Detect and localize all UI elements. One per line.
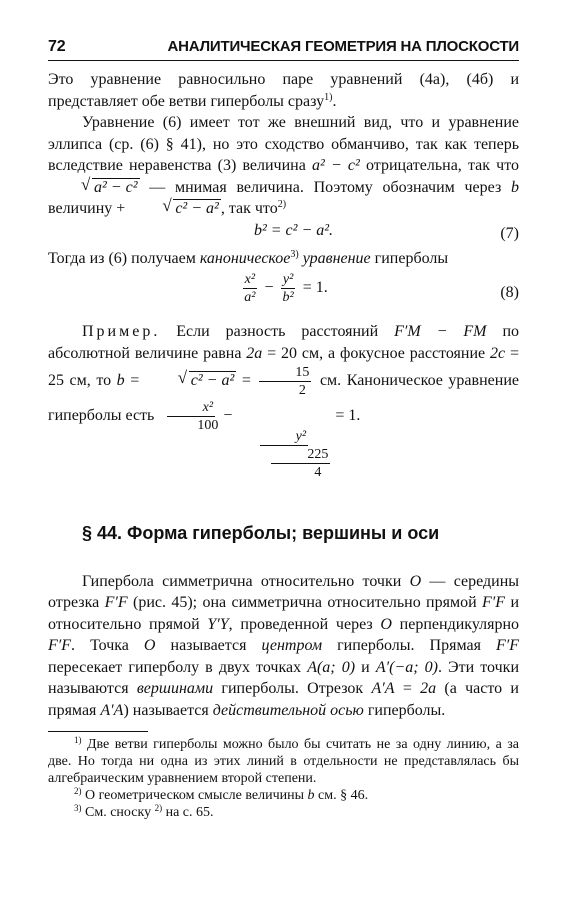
denominator: 4 bbox=[314, 465, 322, 481]
footnote-text: на с. 65. bbox=[162, 805, 214, 821]
math-expression: A(a; 0) bbox=[307, 658, 356, 676]
example-paragraph bbox=[48, 321, 519, 481]
fraction bbox=[235, 428, 332, 481]
math-variable: b bbox=[511, 178, 519, 196]
math-expression: F′F bbox=[495, 637, 519, 655]
text: Если разность расстояний bbox=[160, 323, 395, 340]
math-expression: O bbox=[380, 615, 392, 633]
footnote-text: См. сноску bbox=[81, 805, 155, 821]
paragraph-3 bbox=[48, 248, 519, 270]
nested-fraction bbox=[271, 446, 330, 481]
equation-8 bbox=[48, 271, 519, 315]
text: и относительно прямой bbox=[48, 594, 520, 633]
italic-term: каноническое bbox=[199, 249, 291, 267]
text: ) называется bbox=[123, 701, 213, 719]
radicand: a² − c² bbox=[94, 178, 138, 196]
numerator: x² bbox=[167, 399, 215, 417]
paragraph-1 bbox=[48, 69, 519, 112]
math-expression: F′F bbox=[482, 594, 506, 612]
text: = 25 см, то bbox=[48, 344, 520, 390]
numerator: y² bbox=[282, 272, 294, 287]
numerator: x² bbox=[244, 272, 256, 287]
fraction bbox=[259, 364, 311, 399]
fraction bbox=[242, 271, 257, 306]
equation-rhs: = 1. bbox=[335, 407, 361, 425]
math-expression: O bbox=[409, 572, 422, 590]
text: = 20 см, а фокусное расстояние bbox=[262, 344, 490, 362]
page-header bbox=[48, 38, 519, 61]
text: — мнимая величина. Поэтому обозначим через bbox=[139, 178, 511, 196]
example-label: Пример. bbox=[82, 323, 161, 340]
text: отрицательна, так что bbox=[359, 157, 520, 174]
fraction bbox=[161, 399, 220, 434]
text: гиперболы. Отрезок bbox=[213, 680, 372, 698]
math-expression: F′M − FM bbox=[394, 323, 487, 340]
text: Это уравнение равносильно паре уравнений (4а), (4б) и представляет обе ветви гиперболы сразу bbox=[48, 71, 519, 110]
text: по абсолютной величине равна bbox=[48, 323, 519, 362]
equation-number: (7) bbox=[500, 224, 519, 242]
sqrt-expression bbox=[129, 198, 221, 220]
denominator: b² bbox=[282, 290, 294, 305]
text: называется bbox=[155, 637, 262, 655]
numerator: 15 bbox=[259, 364, 311, 382]
text: , так что bbox=[220, 200, 278, 217]
text: Гипербола симметрична относительно точки bbox=[82, 572, 410, 590]
footnote-ref: 2) bbox=[154, 803, 163, 814]
sqrt-expression bbox=[48, 177, 140, 199]
math-expression: 2c bbox=[490, 344, 506, 362]
text: гиперболы. bbox=[363, 701, 446, 719]
section-heading: § 44. Форма гиперболы; вершины и оси bbox=[82, 523, 440, 544]
math-expression: O bbox=[143, 637, 156, 655]
text: и bbox=[355, 658, 376, 676]
footnote-divider bbox=[48, 731, 148, 732]
italic-term: вершинами bbox=[136, 680, 214, 698]
footnote-mark: 2) bbox=[74, 786, 82, 797]
text: . Точка bbox=[71, 637, 144, 655]
denominator: 100 bbox=[197, 418, 219, 433]
radicand: c² − a² bbox=[190, 372, 235, 390]
italic-term: действительной осью bbox=[212, 701, 364, 719]
text: = bbox=[124, 372, 145, 390]
italic-term: центром bbox=[261, 637, 323, 655]
text: гиперболы. Прямая bbox=[322, 637, 496, 655]
paragraph-4 bbox=[48, 571, 519, 722]
footnote-ref: 2) bbox=[277, 199, 287, 210]
book-page bbox=[48, 38, 519, 821]
text: = bbox=[236, 372, 257, 390]
math-expression: A′A bbox=[100, 701, 124, 719]
footnotes bbox=[48, 736, 519, 821]
denominator: 2 bbox=[298, 383, 306, 398]
math-expression: F′F bbox=[104, 594, 128, 612]
text: . Эти точки называются bbox=[48, 658, 520, 698]
minus-sign: − bbox=[264, 279, 274, 297]
math-expression: 2a bbox=[420, 680, 437, 698]
running-title: АНАЛИТИЧЕСКАЯ ГЕОМЕТРИЯ НА ПЛОСКОСТИ bbox=[167, 38, 519, 55]
text: = bbox=[394, 680, 421, 698]
footnote-mark: 3) bbox=[74, 803, 82, 814]
paragraph-2 bbox=[48, 112, 519, 220]
math-expression: a² − c² bbox=[312, 157, 360, 174]
text: . bbox=[332, 92, 337, 110]
text: Уравнение (6) имеет тот же внешний вид, что и уравнение эллипса (ср. (6) § 41), но это сходство обманчиво, так как теперь вследствие неравенства (3) величина bbox=[48, 114, 519, 174]
sqrt-expression bbox=[145, 370, 237, 392]
footnote-text: Две ветви гиперболы можно было бы считать не за одну линию, а за две. Но тогда ни одна из этих линий в отдельности не представлялась бы алгебраическим уравнением второй степени. bbox=[48, 737, 519, 787]
radicand: c² − a² bbox=[175, 200, 219, 217]
page-number: 72 bbox=[48, 38, 66, 55]
text: (а часто и прямая bbox=[48, 680, 519, 719]
text: — середины отрезка bbox=[48, 572, 520, 612]
footnote-1 bbox=[48, 736, 519, 787]
text: перпендикулярно bbox=[391, 615, 520, 633]
denominator bbox=[235, 446, 332, 481]
footnote-ref: 3) bbox=[290, 248, 299, 260]
footnote-ref: 1) bbox=[324, 91, 333, 103]
equation-formula: b² = c² − a². bbox=[253, 221, 334, 239]
denominator: a² bbox=[244, 290, 256, 305]
italic-term: уравнение bbox=[298, 249, 371, 267]
text: Тогда из (6) получаем bbox=[48, 249, 200, 267]
text: (рис. 45); она симметрична относительно прямой bbox=[127, 594, 483, 612]
text: см. Каноническое уравнение гиперболы есть bbox=[48, 372, 519, 425]
equation-number: (8) bbox=[500, 284, 519, 301]
minus-sign: − bbox=[223, 407, 233, 425]
math-expression: 2a bbox=[246, 344, 263, 362]
numerator: y² bbox=[260, 428, 308, 446]
fraction bbox=[281, 271, 296, 306]
equation-7 bbox=[48, 220, 519, 248]
footnote-text: О геометрическом смысле величины bbox=[81, 788, 308, 804]
math-variable: b bbox=[307, 788, 315, 804]
footnote-2 bbox=[48, 787, 519, 804]
text: пересекает гиперболу в двух точках bbox=[48, 658, 308, 676]
text: гиперболы bbox=[370, 249, 449, 267]
math-expression: A′(−a; 0) bbox=[375, 658, 438, 676]
math-expression: Y′Y bbox=[207, 615, 229, 633]
footnote-mark: 1) bbox=[74, 735, 82, 746]
math-variable: b bbox=[116, 372, 125, 390]
text: , проведенной через bbox=[228, 615, 381, 633]
equation-rhs: = 1. bbox=[302, 279, 328, 297]
footnote-3 bbox=[48, 804, 519, 821]
numerator: 225 bbox=[271, 446, 330, 464]
main-text bbox=[48, 69, 519, 821]
text: величину + bbox=[48, 200, 130, 217]
math-expression: A′A bbox=[371, 680, 395, 698]
math-expression: F′F bbox=[48, 637, 72, 655]
footnote-text: см. § 46. bbox=[314, 788, 369, 804]
